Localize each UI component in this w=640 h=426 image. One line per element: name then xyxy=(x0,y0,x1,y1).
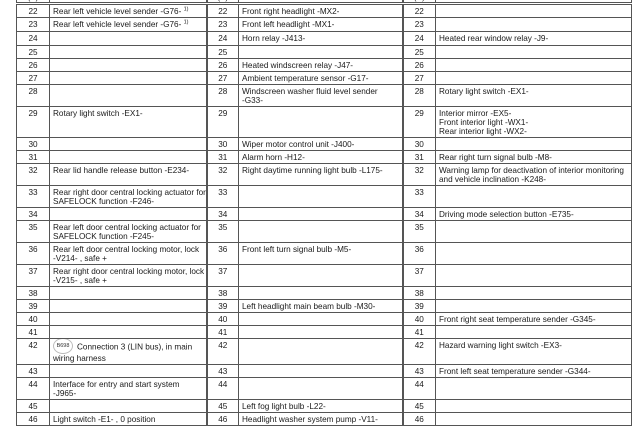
pin-description-a xyxy=(50,265,207,287)
pin-number-c: 33 xyxy=(403,186,436,208)
pin-number-a: 42 xyxy=(17,339,50,365)
pin-number-c: 35 xyxy=(403,221,436,243)
description-text: Interface for entry and start system xyxy=(53,380,180,389)
description-line xyxy=(242,153,400,162)
table-row xyxy=(17,186,632,208)
pin-description-a xyxy=(50,208,207,221)
pin-number-c: 24 xyxy=(403,32,436,46)
pin-number-b: 37 xyxy=(207,265,239,287)
table-row xyxy=(17,365,632,378)
pin-number-a: 32 xyxy=(17,164,50,186)
description-line xyxy=(242,7,400,16)
description-line xyxy=(242,140,400,149)
table-row xyxy=(17,300,632,313)
table-row xyxy=(17,32,632,46)
table-row xyxy=(17,208,632,221)
pin-description-a xyxy=(50,326,207,339)
pin-description-b xyxy=(239,326,403,339)
pin-number-b: 45 xyxy=(207,400,239,413)
pin-description-a xyxy=(50,221,207,243)
pin-description-c xyxy=(436,107,632,138)
connector-badge-icon: B698 xyxy=(53,339,73,355)
description-line xyxy=(53,245,204,254)
description-line xyxy=(53,232,204,241)
pin-description-c xyxy=(436,243,632,265)
description-line xyxy=(439,166,629,175)
table-row xyxy=(17,287,632,300)
pin-number-b: 28 xyxy=(207,85,239,107)
table-row xyxy=(17,72,632,85)
pin-number-b: 30 xyxy=(207,138,239,151)
table-row xyxy=(17,326,632,339)
description-line xyxy=(53,267,204,276)
pin-number-a: 28 xyxy=(17,85,50,107)
table-row xyxy=(17,243,632,265)
pin-number-c: 40 xyxy=(403,313,436,326)
pin-number-b: 43 xyxy=(207,365,239,378)
description-text: Warning lamp for deactivation of interior monitoring xyxy=(439,166,624,175)
pin-description-c xyxy=(436,59,632,72)
table-row xyxy=(17,265,632,287)
description-text: Windscreen washer fluid level sender xyxy=(242,87,378,96)
description-text: Front left turn signal bulb -M5- xyxy=(242,245,352,254)
pin-number-a: 39 xyxy=(17,300,50,313)
pin-description-b xyxy=(239,46,403,59)
pin-description-c xyxy=(436,265,632,287)
description-line xyxy=(53,188,204,197)
pin-number-b: 35 xyxy=(207,221,239,243)
pin-number-c: 32 xyxy=(403,164,436,186)
table-row xyxy=(17,18,632,32)
description-text: Rear right door central locking actuator for xyxy=(53,188,206,197)
pin-description-a xyxy=(50,378,207,400)
description-line xyxy=(242,87,400,96)
pin-description-b xyxy=(239,208,403,221)
description-line xyxy=(242,245,400,254)
pin-description-b xyxy=(239,413,403,426)
pin-description-b xyxy=(239,85,403,107)
pin-description-a xyxy=(50,413,207,426)
pin-description-b xyxy=(239,32,403,46)
pin-description-a xyxy=(50,46,207,59)
description-text: Left headlight main beam bulb -M30- xyxy=(242,302,376,311)
description-line xyxy=(242,61,400,70)
pin-number-a: 24 xyxy=(17,32,50,46)
description-line xyxy=(439,175,629,184)
pin-number-a: 44 xyxy=(17,378,50,400)
description-line xyxy=(439,341,629,350)
pin-description-b xyxy=(239,313,403,326)
pin-assignment-table xyxy=(16,0,632,426)
pin-number-c: 41 xyxy=(403,326,436,339)
pin-description-a xyxy=(50,313,207,326)
pin-description-c xyxy=(436,208,632,221)
pin-number-a: 34 xyxy=(17,208,50,221)
pin-description-c xyxy=(436,164,632,186)
description-line xyxy=(53,254,204,263)
description-text: Driving mode selection button -E735- xyxy=(439,210,574,219)
pin-number-a: 36 xyxy=(17,243,50,265)
description-text: Right daytime running light bulb -L175- xyxy=(242,166,383,175)
pin-description-b xyxy=(239,138,403,151)
pin-number-b: 41 xyxy=(207,326,239,339)
table-row xyxy=(17,138,632,151)
description-text: SAFELOCK function -F246- xyxy=(53,197,155,206)
pin-description-a xyxy=(50,287,207,300)
description-line xyxy=(439,315,629,324)
pin-number-b: 36 xyxy=(207,243,239,265)
description-line xyxy=(242,415,400,424)
description-text: Headlight washer system pump -V11- xyxy=(242,415,378,424)
description-line xyxy=(53,197,204,206)
pin-description-b xyxy=(239,18,403,32)
pin-description-c xyxy=(436,365,632,378)
table-row xyxy=(17,59,632,72)
description-line xyxy=(439,118,629,127)
pin-number-c: 45 xyxy=(403,400,436,413)
pin-description-a xyxy=(50,164,207,186)
pin-description-a xyxy=(50,18,207,32)
pin-description-b xyxy=(239,378,403,400)
description-text: Rear left door central locking motor, lock xyxy=(53,245,200,254)
pin-number-b: 25 xyxy=(207,46,239,59)
pin-number-c: 26 xyxy=(403,59,436,72)
pin-description-a xyxy=(50,72,207,85)
pin-number-b: 33 xyxy=(207,186,239,208)
description-line xyxy=(53,223,204,232)
description-text: and vehicle inclination -K248- xyxy=(439,175,546,184)
pin-number-b: 34 xyxy=(207,208,239,221)
description-text: Heated rear window relay -J9- xyxy=(439,34,549,43)
pin-description-b xyxy=(239,287,403,300)
pin-number-a: 35 xyxy=(17,221,50,243)
pin-description-a xyxy=(50,138,207,151)
description-line xyxy=(242,20,400,29)
description-line xyxy=(53,20,204,29)
description-text: Wiper motor control unit -J400- xyxy=(242,140,355,149)
pin-description-b xyxy=(239,151,403,164)
pin-description-c xyxy=(436,300,632,313)
pin-number-b: 42 xyxy=(207,339,239,365)
pin-number-c: 28 xyxy=(403,85,436,107)
pin-description-a xyxy=(50,365,207,378)
pin-description-b xyxy=(239,400,403,413)
pin-number-a: 43 xyxy=(17,365,50,378)
description-line xyxy=(242,96,400,105)
pin-number-a: 23 xyxy=(17,18,50,32)
description-text: Front right headlight -MX2- xyxy=(242,7,340,16)
description-line xyxy=(242,166,400,175)
pin-description-b xyxy=(239,365,403,378)
description-text: Hazard warning light switch -EX3- xyxy=(439,341,562,350)
pin-number-c: 44 xyxy=(403,378,436,400)
description-text: Ambient temperature sensor -G17- xyxy=(242,74,369,83)
description-text: Rear left vehicle level sender -G76- xyxy=(53,20,182,29)
pin-number-c: 23 xyxy=(403,18,436,32)
pin-number-b: 44 xyxy=(207,378,239,400)
pin-number-c: 42 xyxy=(403,339,436,365)
pin-number-a: 38 xyxy=(17,287,50,300)
pin-number-b: 31 xyxy=(207,151,239,164)
pin-description-b xyxy=(239,107,403,138)
description-text: Front interior light -WX1- xyxy=(439,118,529,127)
description-text: Interior mirror -EX5- xyxy=(439,109,512,118)
pin-description-c xyxy=(436,326,632,339)
pin-description-c xyxy=(436,18,632,32)
pin-description-a xyxy=(50,186,207,208)
description-text: Rear left door central locking actuator for xyxy=(53,223,201,232)
table-row xyxy=(17,413,632,426)
pin-number-c: 36 xyxy=(403,243,436,265)
pin-description-a xyxy=(50,32,207,46)
description-text: Front right seat temperature sender -G345- xyxy=(439,315,596,324)
description-text: Alarm horn -H12- xyxy=(242,153,305,162)
pin-description-c xyxy=(436,32,632,46)
footnote-marker: 1) xyxy=(183,19,189,26)
description-line xyxy=(53,380,204,389)
pin-number-a: 37 xyxy=(17,265,50,287)
table-row xyxy=(17,107,632,138)
description-text: Rotary light switch -EX1- xyxy=(53,109,143,118)
pin-description-a xyxy=(50,151,207,164)
pin-number-a: 45 xyxy=(17,400,50,413)
description-line xyxy=(53,166,204,175)
pin-description-c xyxy=(436,151,632,164)
description-line xyxy=(439,34,629,43)
description-text: Front left headlight -MX1- xyxy=(242,20,335,29)
description-text: SAFELOCK function -F245- xyxy=(53,232,155,241)
pin-number-a: 26 xyxy=(17,59,50,72)
pin-description-a xyxy=(50,300,207,313)
pin-description-a xyxy=(50,400,207,413)
pin-description-b xyxy=(239,4,403,18)
pin-description-c xyxy=(436,400,632,413)
pin-description-c xyxy=(436,313,632,326)
pin-description-a xyxy=(50,243,207,265)
description-text: Rear lid handle release button -E234- xyxy=(53,166,190,175)
pin-description-c xyxy=(436,413,632,426)
description-text: Rear interior light -WX2- xyxy=(439,127,527,136)
pin-number-b: 46 xyxy=(207,413,239,426)
pin-number-a: 41 xyxy=(17,326,50,339)
description-line xyxy=(439,210,629,219)
description-line xyxy=(439,153,629,162)
pin-description-a xyxy=(50,339,207,365)
pin-number-c: 46 xyxy=(403,413,436,426)
pin-description-c xyxy=(436,287,632,300)
description-line xyxy=(53,7,204,16)
pin-number-c: 38 xyxy=(403,287,436,300)
description-line xyxy=(242,34,400,43)
table-row xyxy=(17,4,632,18)
description-text: -V215- , safe + xyxy=(53,276,107,285)
pin-number-c: 25 xyxy=(403,46,436,59)
description-line xyxy=(53,354,204,363)
description-text: Heated windscreen relay -J47- xyxy=(242,61,354,70)
footnote-marker: 1) xyxy=(183,6,189,13)
pin-number-b: 32 xyxy=(207,164,239,186)
pin-number-c: 37 xyxy=(403,265,436,287)
pin-description-c xyxy=(436,85,632,107)
description-text: -G33- xyxy=(242,96,263,105)
description-line xyxy=(439,127,629,136)
description-line xyxy=(242,302,400,311)
table-row xyxy=(17,85,632,107)
description-line xyxy=(242,74,400,83)
pin-description-b xyxy=(239,339,403,365)
pin-number-c: 43 xyxy=(403,365,436,378)
pin-number-c: 31 xyxy=(403,151,436,164)
pin-description-c xyxy=(436,221,632,243)
pin-description-a xyxy=(50,4,207,18)
description-text: Front left seat temperature sender -G344- xyxy=(439,367,591,376)
table-row xyxy=(17,151,632,164)
pin-description-b xyxy=(239,72,403,85)
pin-number-a: 22 xyxy=(17,4,50,18)
description-text: Connection 3 (LIN bus), in main xyxy=(77,342,193,352)
description-text: Rear left vehicle level sender -G76- xyxy=(53,7,182,16)
pin-number-a: 27 xyxy=(17,72,50,85)
pin-number-b: 39 xyxy=(207,300,239,313)
pin-description-a xyxy=(50,59,207,72)
pin-description-a xyxy=(50,107,207,138)
pin-description-c xyxy=(436,138,632,151)
pin-description-b xyxy=(239,186,403,208)
pin-description-c xyxy=(436,339,632,365)
description-line xyxy=(53,389,204,398)
table-row xyxy=(17,221,632,243)
pin-description-c xyxy=(436,186,632,208)
pin-number-c: 29 xyxy=(403,107,436,138)
pin-number-b: 27 xyxy=(207,72,239,85)
description-text: Horn relay -J413- xyxy=(242,34,306,43)
pin-description-b xyxy=(239,300,403,313)
pin-description-b xyxy=(239,164,403,186)
description-text: -V214- , safe + xyxy=(53,254,107,263)
table-row xyxy=(17,339,632,365)
pin-description-a xyxy=(50,85,207,107)
pin-number-b: 24 xyxy=(207,32,239,46)
pin-number-b: 40 xyxy=(207,313,239,326)
pin-description-c xyxy=(436,378,632,400)
description-line xyxy=(439,109,629,118)
description-line xyxy=(53,341,204,354)
table-row xyxy=(17,164,632,186)
description-line xyxy=(439,87,629,96)
pin-number-a: 29 xyxy=(17,107,50,138)
pin-description-c xyxy=(436,72,632,85)
pin-description-b xyxy=(239,221,403,243)
pin-number-c: 22 xyxy=(403,4,436,18)
table-row xyxy=(17,313,632,326)
description-text: Rotary light switch -EX1- xyxy=(439,87,529,96)
pin-number-a: 46 xyxy=(17,413,50,426)
description-line xyxy=(439,367,629,376)
description-line xyxy=(53,415,204,424)
table-row xyxy=(17,378,632,400)
pin-description-b xyxy=(239,243,403,265)
description-line xyxy=(53,276,204,285)
description-text: Left fog light bulb -L22- xyxy=(242,402,326,411)
description-text: wiring harness xyxy=(53,354,106,363)
pin-number-c: 39 xyxy=(403,300,436,313)
pin-number-b: 22 xyxy=(207,4,239,18)
pin-number-b: 23 xyxy=(207,18,239,32)
pin-number-c: 27 xyxy=(403,72,436,85)
pin-number-a: 33 xyxy=(17,186,50,208)
description-text: Rear right turn signal bulb -M8- xyxy=(439,153,552,162)
table-row xyxy=(17,46,632,59)
description-text: -J965- xyxy=(53,389,77,398)
pin-number-b: 29 xyxy=(207,107,239,138)
pin-number-b: 26 xyxy=(207,59,239,72)
pin-number-c: 30 xyxy=(403,138,436,151)
table-row xyxy=(17,400,632,413)
description-line xyxy=(53,109,204,118)
pin-number-a: 40 xyxy=(17,313,50,326)
pin-number-a: 25 xyxy=(17,46,50,59)
pin-description-c xyxy=(436,46,632,59)
pin-number-b: 38 xyxy=(207,287,239,300)
pin-description-c xyxy=(436,4,632,18)
pin-description-b xyxy=(239,59,403,72)
pin-number-a: 31 xyxy=(17,151,50,164)
pin-description-b xyxy=(239,265,403,287)
pin-number-c: 34 xyxy=(403,208,436,221)
pin-number-a: 30 xyxy=(17,138,50,151)
description-text: Rear right door central locking motor, lock xyxy=(53,267,205,276)
description-text: Light switch -E1- , 0 position xyxy=(53,415,156,424)
